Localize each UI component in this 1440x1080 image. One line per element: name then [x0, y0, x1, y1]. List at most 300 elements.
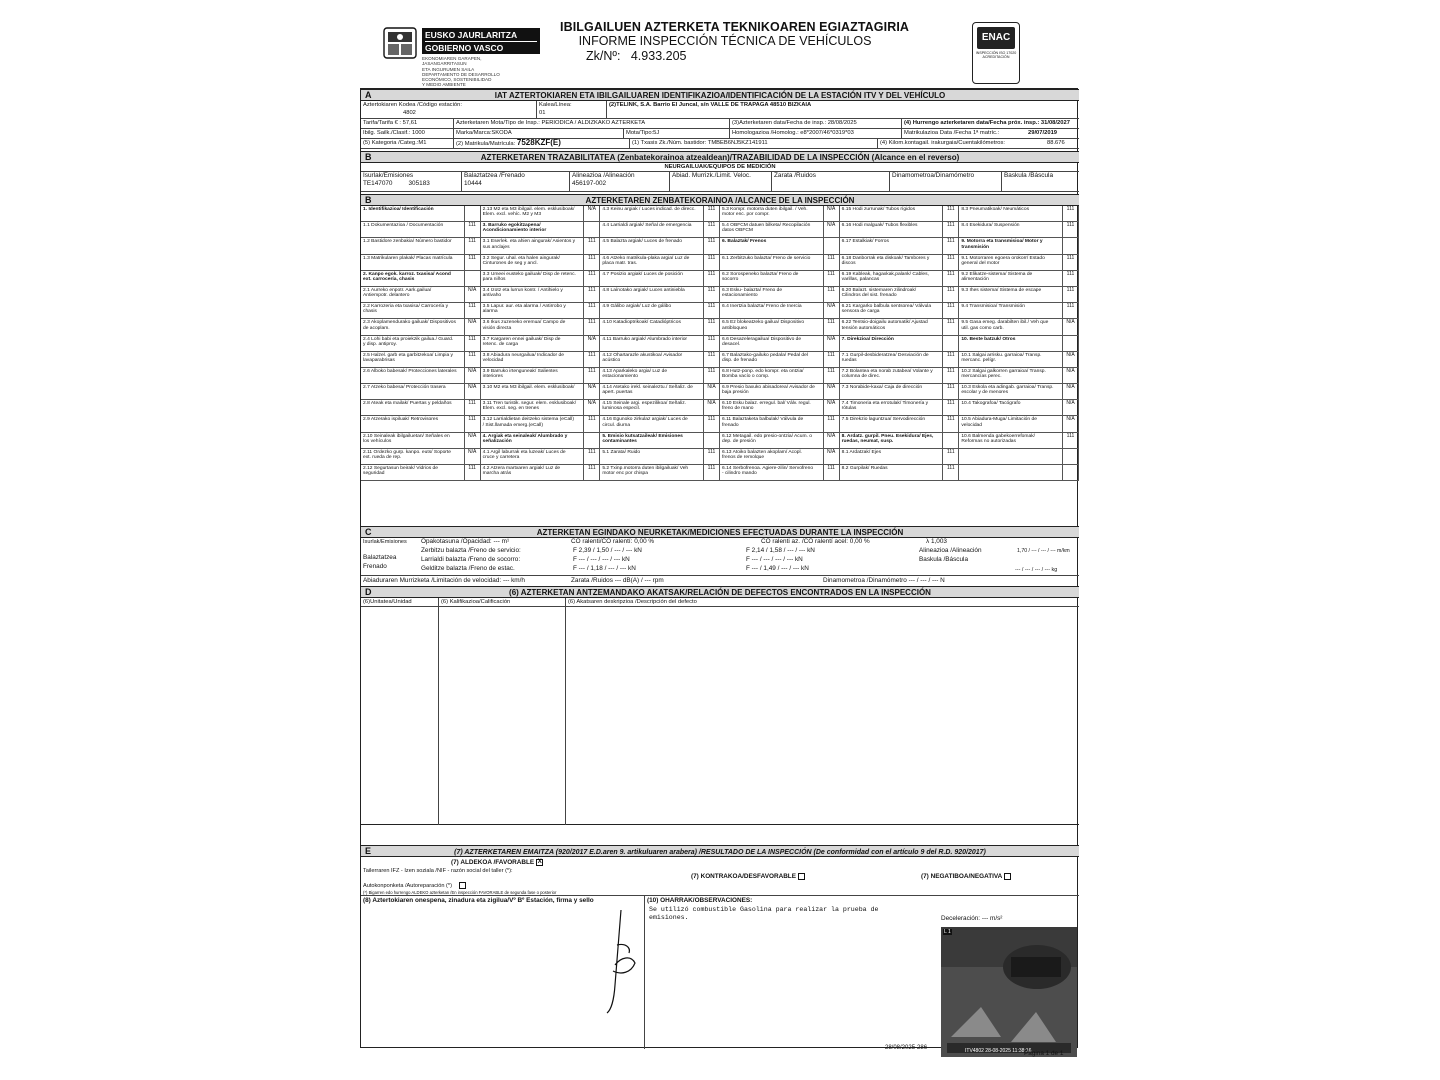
scope-item-result: N/A: [1062, 384, 1078, 399]
scope-item: [361, 384, 481, 400]
scope-item-result: 111: [464, 238, 480, 253]
scope-item: [600, 303, 720, 319]
scope-item: [361, 319, 481, 335]
scope-item-label: 8.3 Pneumatikoak/ Neumáticos: [961, 207, 1030, 212]
scope-item-label: 2.8 Ateak eta mailak/ Puertas y peldaños: [363, 401, 452, 407]
alignment-label: Alineazioa /Alineación: [919, 547, 982, 554]
scope-item: [600, 319, 720, 335]
scope-item-result: N/A: [1062, 368, 1078, 383]
emergency-brake-label: Larrialdi balazta /Freno de socorro:: [421, 556, 521, 563]
scope-item-label: 2.2 Karrozeria eta txasisa/ Carrocería y chasis: [363, 304, 449, 315]
scope-item: [959, 400, 1079, 416]
enac-logo-text: ENAC: [977, 27, 1015, 49]
scope-item: [361, 352, 481, 368]
vehicle-photo: [941, 927, 1077, 1057]
scope-item: [600, 336, 720, 352]
scope-item: [481, 206, 601, 222]
scope-item: [720, 433, 840, 449]
scope-item: [600, 206, 720, 222]
parking-brake-axle2: F --- / 1,49 / --- / --- kN: [746, 565, 809, 572]
section-letter: E: [365, 846, 372, 856]
scope-item-result: N/A: [583, 336, 599, 351]
emissions-id: 305183: [408, 180, 430, 187]
odometer-label: (4) Kilom.kontagail. irakurgaia/Cuentakilómetros:: [877, 139, 1037, 148]
scope-item: [481, 336, 601, 352]
scope-item: [720, 222, 840, 238]
scope-item-result: [464, 206, 480, 221]
scope-item-label: 6.16 Hodi malguak/ Tubos flexibles: [841, 223, 918, 229]
self-repair-label: Autokonponketa /Autoreparación (*): [363, 882, 452, 889]
scope-item-result: 111: [823, 416, 839, 431]
scope-item-label: 2.5 Halzel. garb eta garbitzekoa/ Limpia y lavaparabrisas: [363, 352, 453, 363]
scope-item-label: 4.14 Atetako irekl. seinaleztu./ Señaliz. de apert. puertas: [602, 385, 693, 396]
section-title: (7) AZTERKETAREN EMAITZA (920/2017 E.D.aren 9. artikuluaren arabera) /RESULTADO DE LA INSPECCIÓN (De conformidad con el artículo 9 del R.D. 920/2017): [454, 849, 986, 856]
scope-item: [361, 449, 481, 465]
dept-line: ETA INGURUMEN SAILA: [422, 66, 475, 72]
scope-item: [840, 287, 960, 303]
section-c-header: [361, 526, 1079, 538]
scope-item: [481, 368, 601, 384]
scope-item: [840, 319, 960, 335]
scope-item-label: 8.2 Gurpilak/ Ruedas: [841, 466, 888, 471]
scope-item-result: N/A: [583, 400, 599, 415]
scope-item-label: 6.11 Balaztaketa balbulak/ Válvula de frenado: [721, 417, 804, 428]
scope-item: [840, 400, 960, 416]
scope-item-result: 111: [583, 303, 599, 318]
co-idle: CO ralenti/CO ralentí: 0,00 %: [571, 538, 655, 545]
column-divider: [438, 598, 439, 825]
scope-item-result: 111: [464, 222, 480, 237]
gov-line-eu: EUSKO JAURLARITZA: [425, 29, 537, 42]
gov-line-es: GOBIERNO VASCO: [425, 43, 504, 53]
scope-item: [840, 255, 960, 271]
dept-line: Y MEDIO AMBIENTE: [422, 82, 466, 88]
scale-equipment: Baskula /Báscula: [1001, 172, 1079, 191]
observations-text: Se utilizó combustible Gasolina para realizar la prueba de emisiones.: [649, 906, 879, 921]
scope-item-label: 4.16 Egunoko zirkulaz argiak/ Luces de circul. diurna: [602, 417, 688, 428]
scope-item: [720, 255, 840, 271]
section-a-header: [361, 89, 1079, 101]
service-brake-axle2: F 2,14 / 1,58 / --- / --- kN: [746, 547, 815, 554]
scope-item-result: N/A: [464, 319, 480, 334]
scope-item-result: N/A: [1062, 416, 1078, 431]
scope-item-result: [1062, 465, 1078, 480]
scope-item-result: 111: [703, 303, 719, 318]
scope-item: [959, 206, 1079, 222]
homologation: Homologazioa /Homolog.: e8*2007/46*0319*03: [729, 129, 901, 138]
scope-item-label: 2.6 Alboko babesak/ Protecciones laterales: [363, 368, 457, 374]
scope-item-label: 2.3 Akoplamendurako gailuak/ Dispositivos de acoplam.: [363, 320, 456, 331]
scope-item-result: N/A: [823, 222, 839, 237]
scope-item: [959, 449, 1079, 465]
scope-item-result: 111: [583, 465, 599, 480]
scale-value: --- / --- / --- / --- kg: [1015, 567, 1058, 573]
station-code-value: 4802: [403, 110, 416, 116]
scope-item-result: N/A: [823, 336, 839, 351]
scope-item-result: 111: [942, 303, 958, 318]
scope-item-label: 6.10 Esku balaz. erregul. bal/ Válv. regul. freno de mano: [721, 401, 811, 412]
scope-item: [720, 303, 840, 319]
scope-item-label: 4.3 Keinu argiak / Luces indicad. de direcc.: [602, 207, 696, 212]
dynamometer: Dinamometroa /Dinamómetro --- / --- / --- N: [823, 577, 945, 584]
scope-item-label: 3.4 Izotz eta lurrun kontr. / Antihielo y antivaho: [482, 287, 563, 299]
favorable-checkbox[interactable]: X: [537, 859, 542, 865]
plate: [453, 139, 629, 148]
scope-item-label: 7. Direkzioa/ Dirección: [841, 336, 894, 342]
scope-item-label: 9.5 Gasa emeg. darabilten ibil./ Veh que util. gas como carb.: [961, 320, 1049, 331]
scope-item-result: 111: [942, 287, 958, 302]
emissions-label: Isurlak/Emisiones: [363, 172, 414, 179]
brake-label: Balaztatzea /Frenado: [464, 172, 525, 179]
scope-item: [959, 255, 1079, 271]
scope-item-result: 111: [703, 449, 719, 464]
scope-item-label: 2.1 Aurreko enpotr. Aark.gailua/ Antiempotr. delantero: [363, 287, 432, 299]
scope-item-label: 3.12 Larrialdietan deitzeko sistema (eCall) / Sist.llamada emerg.(eCall): [482, 417, 574, 428]
scope-item-label: 2.4 Lohi babi eta proiekzik gailua./ Guard. y disp. antiproy.: [363, 336, 454, 347]
divider: [361, 895, 1079, 896]
scope-item-result: 111: [823, 271, 839, 286]
scope-item-label: 4.1 Argil laburrak eta luzeak/ Luces de cruce y carretera: [482, 449, 566, 461]
scope-item-label: 4.15 Seinale argi. espezilikoa/ Señaliz. luminosa especíl.: [602, 401, 687, 412]
inspection-report: [360, 18, 1078, 1058]
scope-item-result: [823, 238, 839, 253]
scope-item: [361, 222, 481, 238]
scope-item-label: 10.2 Salgai galkorren garraioa/ Transp. mercancías perec.: [961, 368, 1046, 380]
scope-item-result: N/A: [464, 287, 480, 302]
line-field: [536, 101, 606, 118]
rate-value: 57,61: [402, 120, 418, 126]
scope-item-label: 5. Emisio kutsatzaileak/ Emisiones contaminantes: [602, 433, 683, 444]
scope-item: [720, 384, 840, 400]
scope-item: [840, 384, 960, 400]
scope-item-result: 111: [942, 416, 958, 431]
scope-item-label: 6.15 Hodi zurrunak/ Tubos rígidos: [841, 207, 916, 212]
scale-label: Baskula /Báscula: [919, 556, 969, 563]
scope-item-result: 111: [464, 400, 480, 415]
scope-item-label: 8. Ardatz. gurpil. Pneu. Esekidura/ Ejes, ruedas, neumat, susp.: [841, 433, 934, 444]
scope-item-result: N/A: [823, 433, 839, 448]
department-name: [422, 56, 542, 88]
scope-item-result: N/A: [823, 303, 839, 318]
scope-item-label: 4.11 Barruko argiak/ Alumbrado interior: [602, 336, 688, 342]
scope-item: [481, 303, 601, 319]
scope-item-result: N/A: [1062, 400, 1078, 415]
scope-item-result: 111: [1062, 222, 1078, 237]
scope-item-result: N/A: [464, 449, 480, 464]
observations-label: (10) OHARRAK/OBSERVACIONES:: [647, 897, 753, 904]
scope-item-label: 8.4 Esekidura/ Suspensión: [961, 223, 1020, 229]
scope-item-result: 111: [823, 287, 839, 302]
scope-item: [840, 271, 960, 287]
scope-item: [481, 416, 601, 432]
scope-item-label: 10.4 Takografoa/ Tacógrafo: [961, 401, 1021, 407]
scope-item: [720, 368, 840, 384]
scope-item-label: 6.7 Balaztako-gailuko pedala/ Pedal del disp. de frenado: [721, 352, 808, 363]
brake-id: 10444: [464, 180, 482, 187]
scope-item-result: 111: [942, 352, 958, 367]
scope-item-label: 2. Kanpo egok. karroz. txasisa/ Acond ext. carrocería, chasis: [363, 271, 451, 282]
scope-item-label: 6.12 Metagail. edo presio-ontzia/ Acum. o dep. de presión: [721, 433, 812, 444]
scope-item-result: 111: [823, 352, 839, 367]
scope-item: [600, 400, 720, 416]
scope-item-label: 2.10 Seinaleak ibilgailuetan/ Señales en los vehículos: [363, 433, 450, 444]
title-basque: IBILGAILUEN AZTERKETA TEKNIKOAREN EGIAZTAGIRIA: [560, 20, 910, 34]
braking-label: Balaztatzea Frenado: [363, 554, 397, 570]
scope-item: [361, 255, 481, 271]
scope-item-label: 6.1 Zerbitzuko balazta/ Freno de servicio: [721, 255, 811, 261]
scope-item-label: 2.12 Segurtasun beirak/ Vidrios de seguridad: [363, 466, 438, 477]
scope-item: [600, 352, 720, 368]
scope-item-label: 7.5 Direkzio laguntzua/ Servodirección: [841, 417, 926, 423]
scope-item-result: 111: [703, 271, 719, 286]
scope-item: [481, 400, 601, 416]
scope-item: [600, 449, 720, 465]
scope-item-result: [1062, 336, 1078, 351]
scope-item-result: N/A: [823, 206, 839, 221]
scope-item: [959, 222, 1079, 238]
scope-item-label: 4.8 Laínotako argiak/ Luces antiniebla: [602, 287, 685, 293]
scope-item-result: N/A: [583, 384, 599, 399]
scope-item-result: 111: [583, 287, 599, 302]
line-label: Kalea/Línea:: [539, 102, 572, 108]
scope-item-result: 111: [583, 449, 599, 464]
speed-limiter-equipment: Abiad. Murrizk./Limit. Veloc.: [669, 172, 771, 191]
scope-item-label: 1.2 Bastidore zenbakia/ Número bastidor: [363, 239, 452, 245]
scope-item-result: 111: [583, 352, 599, 367]
section-letter: A: [365, 90, 372, 100]
scope-item-result: 111: [942, 400, 958, 415]
scope-item: [600, 384, 720, 400]
scope-item-label: 5.4 OBFCM datuen bilketa/ Recopilación datos OBFCM: [721, 223, 811, 234]
parking-brake-axle1: F --- / 1,18 / --- / --- kN: [573, 565, 636, 572]
scope-item-label: 3.11 Tren turistik. segur. elem. esklusiboak/ Elem. excl. seg. en trenes: [482, 401, 577, 412]
scope-item-label: 10. Beste batzuk/ Otros: [961, 336, 1016, 342]
emissions-id: TE147070: [363, 180, 393, 187]
scope-item-result: 111: [703, 465, 719, 480]
scope-item-label: 9.4 Transmisioa/ Transmisión: [961, 304, 1025, 310]
section-title: AZTERKETAREN TRAZABILITATEA (Zenbatekorainoa atzealdean)/TRAZABILIDAD DE LA INSPECCIÓN (Alcance en el reverso): [480, 153, 960, 162]
scope-item-result: 111: [464, 465, 480, 480]
scope-item-result: N/A: [583, 206, 599, 221]
station-code-label: Aztertokiaren Kodea /Código estación:: [363, 102, 462, 108]
category: (5) Kategoria /Categ.:M1: [363, 140, 427, 146]
opacity: Opakotasuna /Opacidad: --- m¹: [421, 538, 510, 545]
scope-item-label: 7.3 Norabide-kaxa/ Caja de dirección: [841, 385, 923, 391]
scope-item-result: N/A: [464, 433, 480, 448]
scope-item-result: 111: [703, 368, 719, 383]
signature: [591, 905, 651, 1015]
noise-equipment: Zarata /Ruidos: [771, 172, 889, 191]
next-inspection-date: (4) Hurrengo azterketaren data/Fecha próx. insp.: 31/08/2027: [901, 119, 1079, 128]
scope-item-result: [583, 222, 599, 237]
scope-item-result: 111: [942, 222, 958, 237]
scope-item-result: 111: [1062, 433, 1078, 448]
scope-item-label: 3.8 Abiadura neurgailua/ Indicador de velocidad: [482, 352, 564, 363]
scope-item-result: 111: [464, 303, 480, 318]
self-repair-checkbox[interactable]: [459, 882, 466, 889]
scope-item-label: 3.9 Barruko irtenguneak/ Salientes interiores: [482, 368, 558, 380]
scope-item-result: 111: [942, 271, 958, 286]
vehicle-brand: Marka/Marca:SKODA: [453, 129, 623, 138]
scope-item: [959, 271, 1079, 287]
unfavorable-checkbox[interactable]: [798, 873, 805, 880]
scope-item: [600, 287, 720, 303]
scope-item-label: 3.2 Segur. uhal. eta halen aingurak/ Cinturones de seg y ancl.: [482, 255, 560, 266]
report-number-label: Zk/Nº:: [586, 49, 621, 63]
scope-item-result: [942, 433, 958, 448]
scope-item-label: 6.14 Serbofrenoa. Agiere-zilin/ Servofreno - cilindro mando: [721, 466, 814, 477]
scope-item: [840, 449, 960, 465]
scope-item: [481, 238, 601, 254]
scope-item-result: 111: [703, 287, 719, 302]
scope-item-label: 6.18 Danborrak eta diskoak/ Tambores y discos: [841, 255, 930, 266]
line-value: 01: [539, 110, 546, 116]
coat-of-arms-icon: [380, 26, 420, 60]
negative-checkbox[interactable]: [1004, 873, 1011, 880]
vehicle-photo-image: [941, 927, 1077, 1057]
title-spanish: INFORME INSPECCIÓN TÉCNICA DE VEHÍCULOS: [578, 34, 872, 48]
dept-line: DEPARTAMENTO DE DESARROLLO: [422, 71, 500, 77]
scope-item-label: 6.3 Esku- balazta/ Freno de estacionamiento: [721, 287, 783, 299]
scope-item: [600, 255, 720, 271]
service-brake-axle1: F 2,39 / 1,50 / --- / --- kN: [573, 547, 642, 554]
result-footnote: (*) Bigarren edo hurrengo ALDEKO azterketan /En inspección FAVORABLE de segunda fase o posterior: [363, 890, 557, 895]
scope-item-result: [583, 433, 599, 448]
scope-item: [720, 449, 840, 465]
scope-item: [840, 238, 960, 254]
scope-item-label: 7.4 Timoneria eta errotulak/ Timonería y rótulas: [841, 401, 929, 412]
scope-item-result: 111: [464, 336, 480, 351]
report-title: [560, 20, 910, 63]
scope-item-result: [464, 271, 480, 286]
scope-item: [600, 271, 720, 287]
scope-item-result: N/A: [1062, 352, 1078, 367]
alignment-equipment: [569, 172, 669, 191]
scope-item: [481, 255, 601, 271]
speed-limit: Abiaduraren Murrizketa /Limitación de velocidad: --- km/h: [363, 577, 525, 584]
scope-item: [600, 416, 720, 432]
scope-item: [840, 352, 960, 368]
scope-item-result: 111: [942, 206, 958, 221]
scope-item: [720, 465, 840, 481]
scope-item-result: 111: [1062, 271, 1078, 286]
scope-item-label: 4.2 Atzera martxaren argiak/ Luz de marcha atrás: [482, 466, 561, 477]
scope-item-result: [1062, 449, 1078, 464]
scope-item-label: 4.9 Gálibo argiak/ Luz de gálibo: [602, 304, 672, 310]
scope-item-result: 111: [703, 206, 719, 221]
scope-item-result: 111: [583, 255, 599, 270]
scope-item-result: [1062, 238, 1078, 253]
scope-item: [959, 416, 1079, 432]
section-letter: C: [365, 527, 372, 537]
scope-item-result: 111: [583, 271, 599, 286]
scope-item-label: 6.9 Presio baxuko abisadorea/ Avisador de baja presión: [721, 385, 815, 396]
scope-item: [600, 368, 720, 384]
scope-item: [720, 416, 840, 432]
scope-item-label: 3.10 M2 eta M3 ibilgail. elem. esklusiboak/: [482, 385, 575, 391]
scope-item-result: N/A: [823, 400, 839, 415]
scope-item: [720, 287, 840, 303]
scope-item-label: 2.7 Atzeko babesa/ Protección trasera: [363, 385, 446, 391]
first-registration-label: Matrikulazioa Data /Fecha 1ª matríc.:: [901, 129, 1021, 138]
service-brake-label: Zerbitzu balazta /Freno de servicio:: [421, 547, 521, 554]
scope-item: [361, 287, 481, 303]
section-b-scope-header: [361, 194, 1079, 206]
scope-item-label: 6.8 Hutz-ponp. edo kompr. eta ontzia/ Bomba vacío o comp.: [721, 368, 804, 380]
scope-item: [361, 271, 481, 287]
scope-item: [720, 400, 840, 416]
scope-item-label: 3.7 Kargaren ennei gailuak/ Disp de retenc. de carga: [482, 336, 561, 347]
scope-item-result: 111: [464, 255, 480, 270]
inspection-row: [361, 119, 1079, 129]
vehicle-model: Mota/Tipo:5J: [623, 129, 729, 138]
scope-item: [720, 336, 840, 352]
scope-item-result: 111: [703, 352, 719, 367]
dept-line: ECONÓMICO, SOSTENIBILIDAD: [422, 77, 492, 83]
scope-item-result: 111: [703, 319, 719, 334]
scope-item: [840, 303, 960, 319]
scope-item-label: 4.7 Posizio argiak/ Luces de posición: [602, 271, 683, 277]
scope-item-label: 5.2 Txinp.motorra duten ibilgailuak/ Veh motor enc por chispa: [602, 466, 689, 477]
scope-item: [840, 206, 960, 222]
scope-item: [361, 368, 481, 384]
grade-column: (6) Kalifikazioa/Calificación: [438, 598, 564, 606]
station-approval-label: (8) Aztertokiaren onespena, zinadura eta zigilua/Vº Bº Estación, firma y sello: [363, 897, 594, 904]
section-title: IAT AZTERTOKIAREN ETA IBILGAILUAREN IDENTIFIKAZIOA/IDENTIFICACIÓN DE LA ESTACIÓN ITV Y DEL VEHÍCULO: [494, 91, 946, 100]
scope-item-result: 111: [942, 449, 958, 464]
scope-item: [361, 400, 481, 416]
scope-item-label: 6.6 Desazeleragailua/ Dispositivo de desacel.: [721, 336, 802, 347]
favorable-label: (7) ALDEKOA /FAVORABLE: [451, 859, 535, 867]
scope-item-result: 111: [942, 238, 958, 253]
plate-value: 7528KZF(E): [516, 138, 561, 147]
emissions-equipment: [361, 172, 461, 191]
scope-item-result: 111: [942, 319, 958, 334]
enac-accreditation: INSPECCIÓN ISO 17020 ACREDITACIÓN: [975, 51, 1017, 60]
scope-item: [481, 465, 601, 481]
vehicle-class: Ibilg. Sailk./Clasif.: 1000: [363, 130, 425, 136]
scope-item-result: N/A: [703, 400, 719, 415]
scope-item: [840, 465, 960, 481]
inspection-scope-grid: [361, 206, 1079, 481]
alignment-label: Alineazioa /Alineación: [572, 172, 635, 179]
basque-government-logo: [380, 24, 540, 88]
enac-logo: [972, 22, 1020, 84]
scope-item-label: 6.5 Ez blokeatzeko gailua/ Dispositivo antibloqueo: [721, 320, 805, 331]
emergency-brake-axle1: F --- / --- / --- / --- kN: [573, 556, 630, 563]
scope-item-label: 4.6 Atzeko matrikula-plaka argia/ Luz de placa matr. tras.: [602, 255, 690, 266]
scope-item-result: N/A: [464, 368, 480, 383]
section-letter: B: [365, 152, 372, 162]
scope-item: [600, 433, 720, 449]
defects-header-row: [361, 598, 1079, 607]
scope-item-result: 111: [1062, 255, 1078, 270]
scope-item: [361, 336, 481, 352]
scope-item-label: 10.3 Eskola eta adingab. garraioa/ Transp. escolar y de menores: [961, 385, 1054, 396]
scope-item: [840, 336, 960, 352]
scope-item-label: 6. Balaztak/ Frenos: [721, 239, 767, 245]
section-letter: B: [365, 195, 372, 205]
scope-item-result: 111: [823, 368, 839, 383]
scope-item-label: 5.3 Kompr. motorra duten ibilgail. / Veh. motor enc. por compr.: [721, 207, 808, 218]
scope-item: [840, 222, 960, 238]
scope-item-label: 10.5 Abiadura-Muga/ Limitación de velocidad: [961, 417, 1037, 428]
scope-item-result: 111: [703, 238, 719, 253]
unfavorable-result: [691, 873, 805, 880]
section-b-traceability-header: [361, 151, 1079, 163]
station-code: [361, 101, 531, 118]
scope-item-label: 9.2 Elikatze-sistema/ Sistema de alimentación: [961, 271, 1033, 282]
